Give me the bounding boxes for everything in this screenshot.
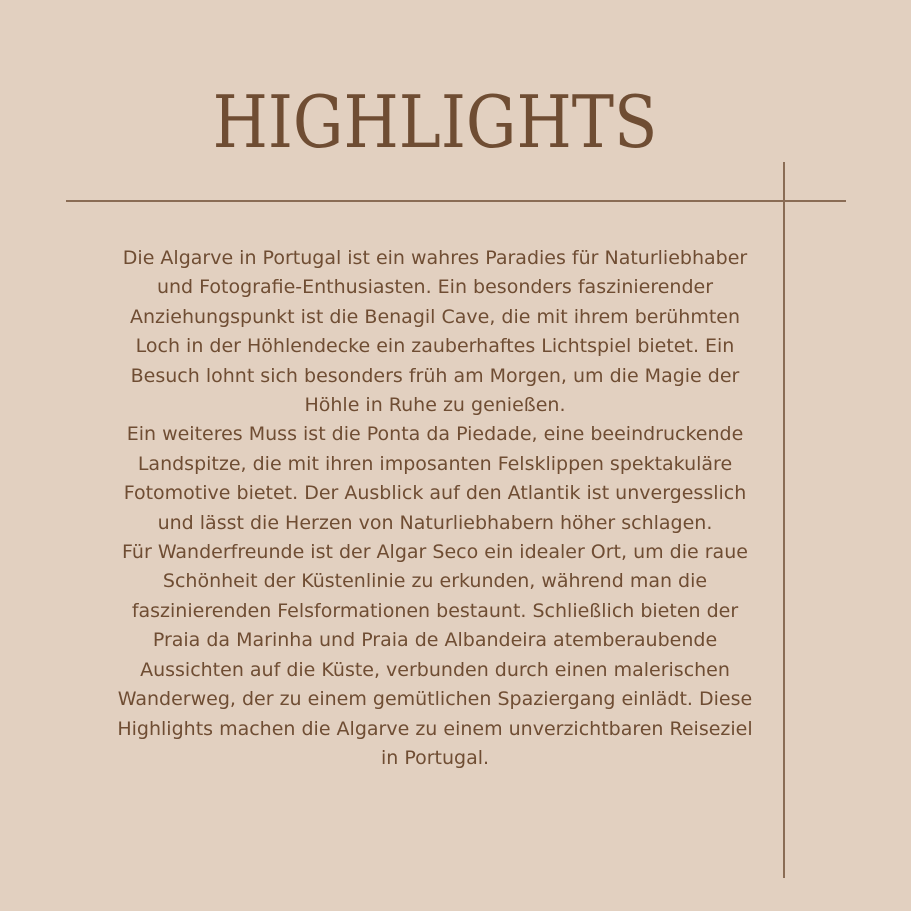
- paragraph-ponta-da-piedade: Ein weiteres Muss ist die Ponta da Piedade, eine beeindruckende Landspitze, die mit ihren imposanten Felsklippen spektakuläre Fotomotive bietet. Der Ausblick auf den Atlantik ist unvergesslich und lässt die Herzen von Naturliebhabern höher schlagen.: [123, 423, 747, 534]
- paragraph-algar-seco: Für Wanderfreunde ist der Algar Seco ein idealer Ort, um die raue Schönheit der Küstenlinie zu erkunden, während man die faszinierenden Felsformationen bestaunt. Schließlich bieten der Praia da Marinha und Praia de Albandeira atemberaubende Aussichten auf die Küste, verbunden durch einen malerischen Wanderweg, der zu einem gemütlichen Spaziergang einlädt. Diese Highlights machen die Algarve zu einem unverzichtbaren Reiseziel in Portugal.: [117, 541, 753, 769]
- vertical-divider: [783, 162, 785, 878]
- horizontal-divider: [66, 200, 846, 202]
- paragraph-benagil: Die Algarve in Portugal ist ein wahres Paradies für Naturliebhaber und Fotografie-Enthusiasten. Ein besonders faszinierender Anziehungspunkt ist die Benagil Cave, die mit ihrem berühmten Loch in der Höhlendecke ein zauberhaftes Lichtspiel bietet. Ein Besuch lohnt sich besonders früh am Morgen, um die Magie der Höhle in Ruhe zu genießen.: [122, 247, 748, 417]
- page-title: HIGHLIGHTS: [212, 80, 658, 164]
- body-text: [110, 244, 760, 773]
